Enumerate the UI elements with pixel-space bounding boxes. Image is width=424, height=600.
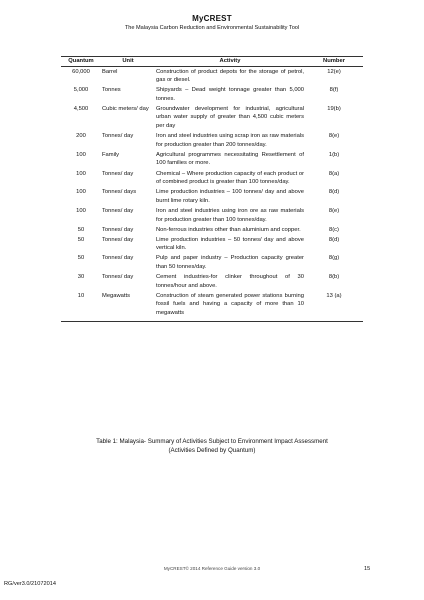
cell-unit: Tonnes/ day [102,226,134,233]
column-header-unit: Unit [101,57,155,67]
page-number: 15 [364,566,371,572]
footer-reference: MyCREST© 2014 Reference Guide version 3.0 [163,566,261,571]
table-row [61,235,363,254]
table-row [61,67,363,86]
table-row [61,104,363,131]
document-title: MyCREST [192,14,232,23]
table-row [61,86,363,105]
table-header-row [61,57,363,67]
cell-number: 8(e) [328,133,340,140]
cell-activity: Construction of steam generated power stations burning fossil fuels and having a capacity of more than 10 megawatts [155,291,305,321]
column-header-number: Number [305,57,363,67]
table-row [61,150,363,169]
cell-quantum: 50 [77,226,85,233]
document-subtitle: The Malaysia Carbon Reduction and Environmental Sustainability Tool [124,25,300,31]
cell-number: 8(b) [328,274,340,281]
cell-activity: Groundwater development for industrial, agricultural urban water supply of greater than 4,500 cubic meters per day [156,105,304,130]
cell-activity: Chemical – Where production capacity of each product or of combined product is greater than 100 tonnes/day. [156,170,304,186]
cell-unit: Tonnes/ day [102,274,134,281]
table-row [61,273,363,292]
table-row [61,206,363,225]
cell-activity: Lime production industries – 100 tonnes/ day and above burnt lime rotary kiln. [156,189,304,204]
cell-quantum: 100 [76,151,86,158]
cell-quantum: 100 [76,207,86,214]
cell-number: 8(a) [328,170,340,177]
cell-quantum: 30 [77,274,85,281]
cell-number: 12(e) [327,68,341,75]
cell-quantum: 4,500 [73,105,89,112]
table-row [61,188,363,207]
cell-quantum: 10 [61,291,101,321]
cell-quantum: 100 [76,189,86,196]
cell-unit: Tonnes [102,87,121,94]
cell-unit: Tonnes/ days [102,189,137,196]
cell-unit: Megawatts [101,291,155,321]
cell-unit: Family [102,151,120,158]
cell-number: 8(d) [328,189,340,196]
cell-number: 8(f) [329,87,339,94]
quantum-activities-table [61,56,363,322]
cell-unit: Tonnes/ day [102,255,134,262]
cell-activity: Iron and steel industries using iron ore as raw materials for production greater than 100 tonnes/day. [156,207,304,223]
cell-number: 13 (a) [305,291,363,321]
cell-number: 8(e) [328,207,340,214]
cell-quantum: 50 [77,236,85,243]
cell-number: 1(b) [328,151,340,158]
cell-quantum: 100 [76,170,86,177]
table-caption [0,437,424,455]
cell-activity: Pulp and paper industry – Production capacity greater than 50 tonnes/day. [156,255,304,270]
cell-activity: Lime production industries – 50 tonnes/ day and above vertical kiln. [156,236,304,252]
cell-quantum: 5,000 [73,87,89,94]
cell-activity: Construction of product depots for the storage of petrol, gas or diesel. [156,68,304,84]
document-version-ref: RG/ver3.0/21072014 [4,581,56,587]
cell-number: 8(c) [329,226,339,233]
cell-activity: Cement industries-for clinker throughout of 30 tonnes/hour and above. [156,274,304,289]
cell-number: 8(d) [328,236,340,243]
cell-activity: Iron and steel industries using scrap iron as raw materials for production greater than 200 tonnes/day. [156,133,304,148]
cell-number: 19(b) [327,105,341,112]
cell-unit: Tonnes/ day [102,207,134,214]
column-header-activity: Activity [155,57,305,67]
table-row [61,291,363,321]
cell-quantum: 60,000 [72,68,90,75]
cell-quantum: 200 [76,133,86,140]
caption-line-1: Table 1: Malaysia- Summary of Activities Subject to Environment Impact Assessment [96,438,328,445]
cell-quantum: 50 [77,255,85,262]
cell-number: 8(g) [328,255,340,262]
cell-unit: Barrel [102,68,118,75]
table-row [61,254,363,273]
cell-activity: Shipyards – Dead weight tonnage greater than 5,000 tonnes. [156,87,304,102]
column-header-quantum: Quantum [61,57,101,67]
table-row [61,132,363,151]
cell-unit: Tonnes/ day [102,133,134,140]
cell-unit: Tonnes/ day [102,236,134,243]
table-row [61,225,363,235]
cell-activity: Agricultural programmes necessitating Resettlement of 100 families or more. [156,151,304,167]
caption-line-2: (Activities Defined by Quantum) [168,447,256,454]
cell-unit: Tonnes/ day [102,170,134,177]
cell-activity: Non-ferrous industries other than aluminium and copper. [156,226,301,233]
cell-unit: Cubic meters/ day [102,105,149,112]
table-row [61,169,363,188]
